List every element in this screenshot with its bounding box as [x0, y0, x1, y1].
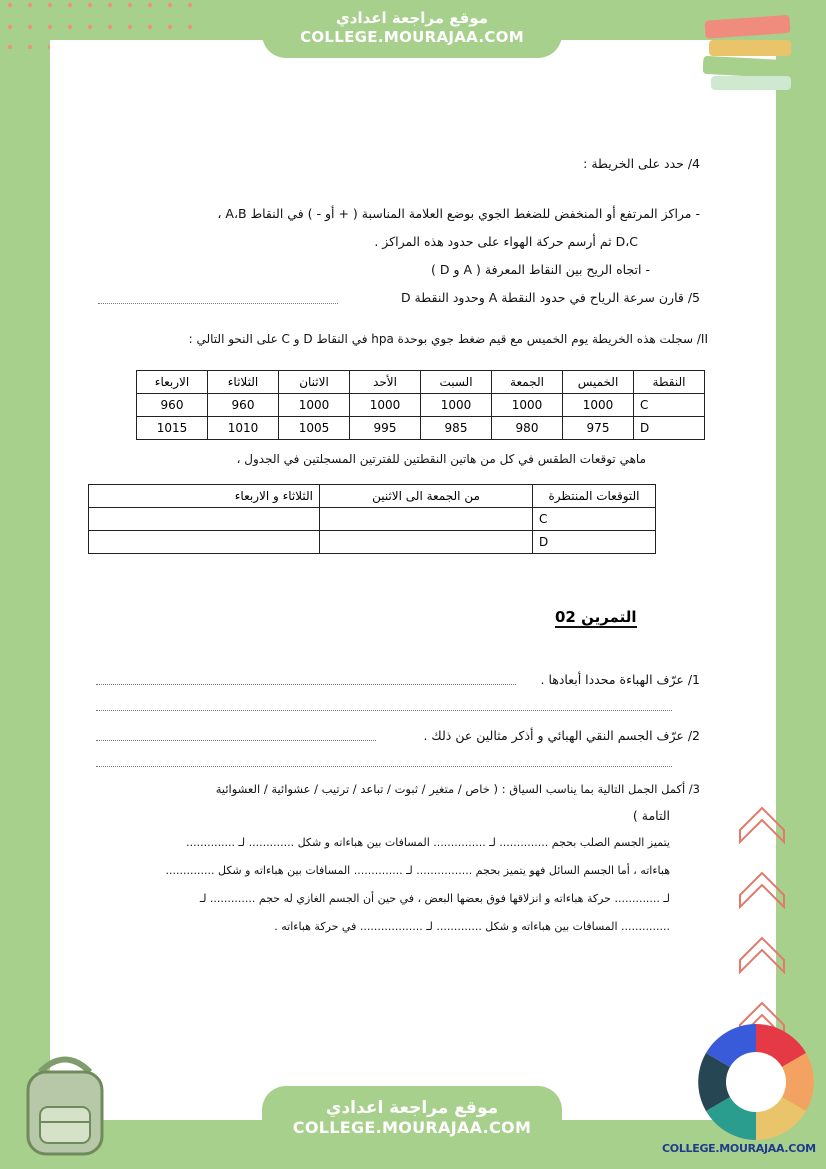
table-header-cell: السبت — [421, 371, 492, 394]
table-header-cell: الأحد — [350, 371, 421, 394]
table-header-cell: الثلاثاء و الاربعاء — [89, 485, 320, 508]
ex2-question-3-line1: 3/ أكمل الجمل التالية بما يناسب السياق : ( خاص / متغير / ثبوت / تباعد / ترتيب / عشوائية / العشوائية — [215, 782, 700, 796]
question-4a-line2: D،C ثم أرسم حركة الهواء على حدود هذه المراكز . — [374, 234, 638, 249]
question-4b: - اتجاه الريح بين النقاط المعرفة ( A و D ) — [431, 262, 650, 277]
ex2-question-3-line2: التامة ) — [632, 808, 670, 823]
answer-cell[interactable] — [320, 508, 533, 531]
forecast-question: ماهي توقعات الطقس في كل من هاتين النقطتين للفترتين المسجلتين في الجدول ، — [236, 452, 646, 466]
ex2-question-1: 1/ عرّف الهباءة محددا أبعادها . — [540, 672, 700, 687]
table-header-cell: الخميس — [563, 371, 634, 394]
table-header-cell: من الجمعة الى الاثنين — [320, 485, 533, 508]
table-row — [89, 508, 656, 531]
logo-url: COLLEGE.MOURAJAA.COM — [662, 1142, 816, 1155]
ex2-question-2: 2/ عرّف الجسم النقي الهبائي و أذكر مثالين عن ذلك . — [423, 728, 700, 743]
question-4a-line1: - مراكز المرتفع أو المنخفض للضغط الجوي بوضع العلامة المناسبة ( + أو - ) في النقاط A،B ، — [217, 206, 700, 221]
fill-sentence-2: هباءاته ، أما الجسم السائل فهو يتميز بحجم ................ لـ .............. المسافات بين هباءاته و شكل .............. — [165, 864, 670, 877]
site-header-banner — [262, 0, 562, 58]
backpack-icon — [10, 1052, 120, 1162]
table-cell: 995 — [350, 417, 421, 440]
table-cell: D — [634, 417, 705, 440]
table-cell: 1000 — [421, 394, 492, 417]
question-5: 5/ قارن سرعة الرياح في حدود النقطة A وحدود النقطة D — [400, 290, 700, 305]
table-row — [137, 417, 705, 440]
pressure-table-header — [137, 371, 705, 394]
table-cell: 960 — [208, 394, 279, 417]
site-logo-icon — [696, 1022, 816, 1142]
table-cell: 1005 — [279, 417, 350, 440]
table-header-cell: الثلاثاء — [208, 371, 279, 394]
forecast-table — [88, 484, 656, 554]
answer-line — [96, 684, 516, 685]
table-cell: 1000 — [563, 394, 634, 417]
answer-line — [98, 303, 338, 304]
fill-sentence-3: لـ ............. حركة هباءاته و انزلاقها فوق بعضها البعض ، في حين أن الجسم الغازي له حجم ............. لـ — [199, 892, 670, 905]
table-cell: 1000 — [350, 394, 421, 417]
answer-cell[interactable] — [89, 531, 320, 554]
table-cell: D — [533, 531, 656, 554]
table-cell: 960 — [137, 394, 208, 417]
table-row — [89, 531, 656, 554]
table-header-cell: الجمعة — [492, 371, 563, 394]
site-url[interactable]: COLLEGE.MOURAJAA.COM — [300, 28, 524, 46]
table-cell: C — [533, 508, 656, 531]
fill-sentence-1: يتميز الجسم الصلب بحجم .............. لـ ............... المسافات بين هباءاته و شكل ............. لـ .............. — [186, 836, 670, 849]
site-name: موقع مراجعة اعدادي — [325, 1098, 499, 1118]
site-footer-banner — [262, 1086, 562, 1169]
answer-cell[interactable] — [320, 531, 533, 554]
table-header-cell: التوقعات المنتظرة — [533, 485, 656, 508]
table-cell: 1015 — [137, 417, 208, 440]
question-4: 4/ حدد على الخريطة : — [583, 156, 700, 171]
forecast-table-header — [89, 485, 656, 508]
answer-line — [96, 710, 672, 711]
answer-line — [96, 740, 376, 741]
table-cell: C — [634, 394, 705, 417]
table-cell: 980 — [492, 417, 563, 440]
site-url[interactable]: COLLEGE.MOURAJAA.COM — [292, 1118, 532, 1137]
table-cell: 1000 — [279, 394, 350, 417]
table-cell: 985 — [421, 417, 492, 440]
part2-intro: II/ سجلت هذه الخريطة يوم الخميس مع قيم ضغط جوي بوحدة hpa في النقاط D و C على النحو التالي : — [188, 332, 708, 346]
table-header-cell: النقطة — [634, 371, 705, 394]
table-cell: 1010 — [208, 417, 279, 440]
exercise-2-title: التمرين 02 — [555, 608, 637, 626]
table-cell: 1000 — [492, 394, 563, 417]
answer-line — [96, 766, 672, 767]
fill-sentence-4: .............. المسافات بين هباءاته و شكل ............. لـ .................. في حركة هباءاته . — [274, 920, 670, 933]
table-header-cell: الاثنان — [279, 371, 350, 394]
pressure-table — [136, 370, 705, 440]
table-row — [137, 394, 705, 417]
books-icon — [695, 12, 805, 97]
table-header-cell: الاربعاء — [137, 371, 208, 394]
table-cell: 975 — [563, 417, 634, 440]
site-name: موقع مراجعة اعدادي — [336, 9, 488, 27]
chevron-up-icon — [732, 790, 792, 1050]
document-page — [50, 40, 776, 1120]
answer-cell[interactable] — [89, 508, 320, 531]
